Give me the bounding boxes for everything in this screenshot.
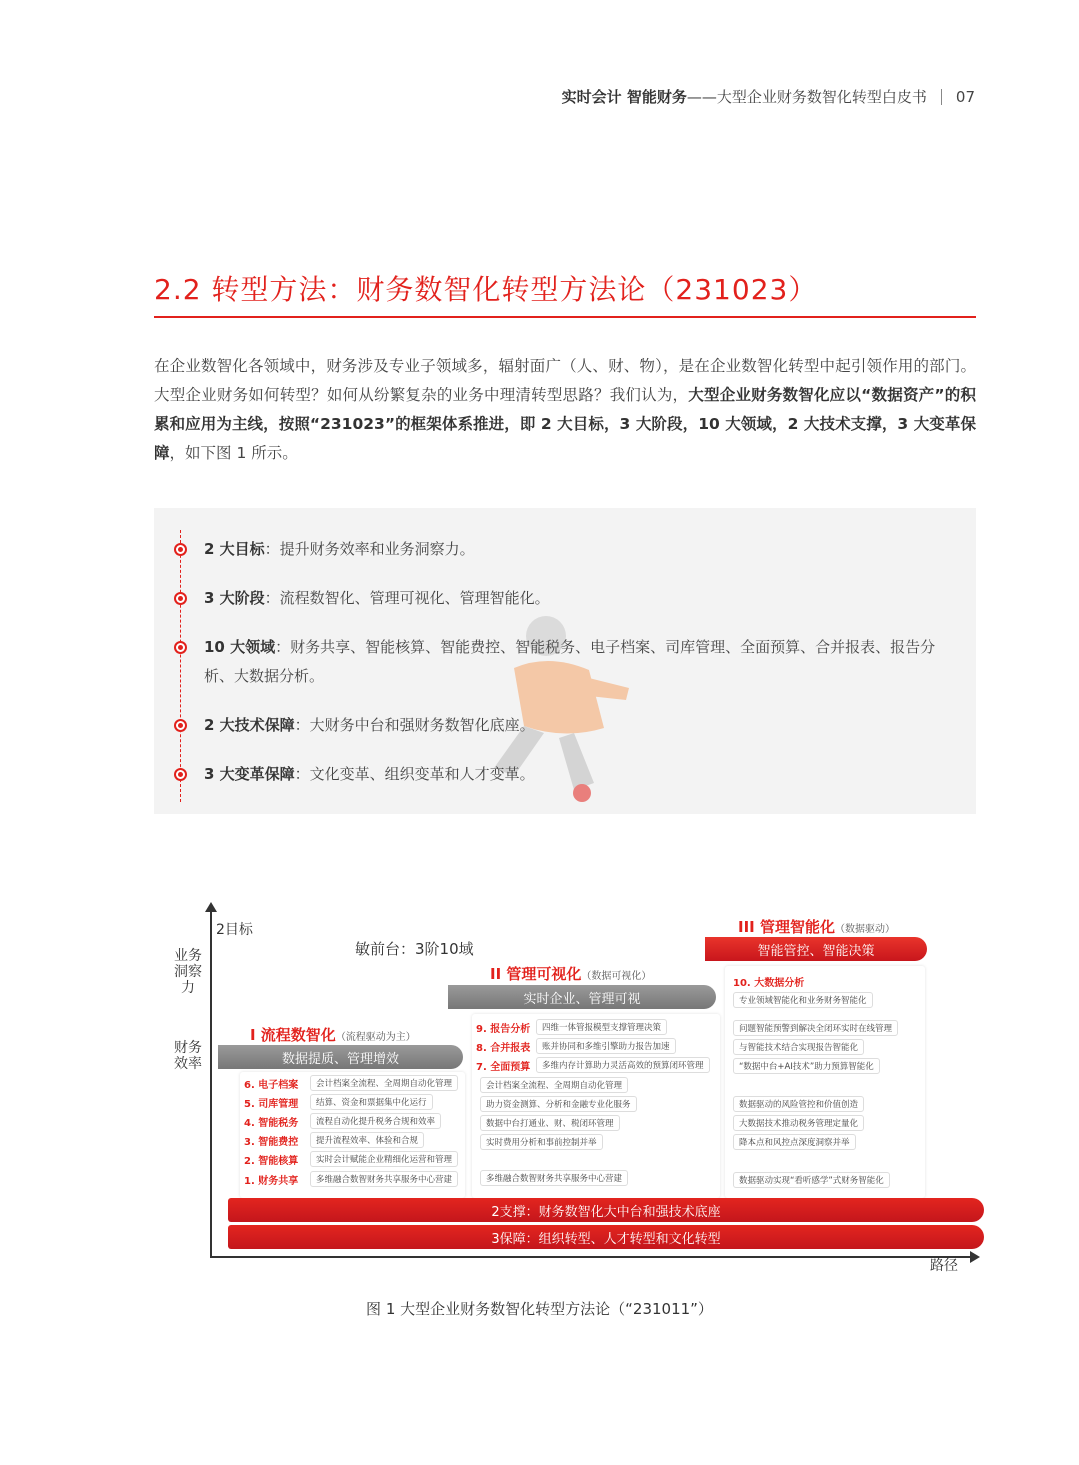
stage3-sub: （数据驱动）	[834, 924, 895, 935]
item-label: 2 大技术保障	[204, 716, 295, 734]
title-underline	[154, 316, 976, 318]
stage1-card	[240, 1072, 465, 1198]
item-text: ：文化变革、组织变革和人才变革。	[294, 765, 535, 783]
stage2-domain: 7. 全面预算	[476, 1061, 531, 1073]
stage1-domain: 4. 智能税务	[244, 1117, 299, 1129]
intro-text-2: ，如下图 1 所示。	[169, 444, 298, 462]
stage3-band: 智能管控、智能决策	[705, 937, 927, 961]
y-top-label: 2目标	[216, 922, 253, 938]
stage2-band: 实时企业、管理可视	[448, 985, 716, 1009]
diagram-headline: 敏前台：3阶10域	[355, 940, 474, 958]
stage1-desc: 流程自动化提升税务合规和效率	[310, 1113, 441, 1129]
stage3-desc: 数据驱动的风险管控和价值创造	[733, 1096, 864, 1112]
item-text: ：流程数智化、管理可视化、管理智能化。	[264, 589, 550, 607]
stage2-desc: 多维融合数智财务共享服务中心营建	[480, 1170, 628, 1186]
stage1-title	[250, 1024, 416, 1045]
y-axis	[210, 910, 212, 1258]
stage3-title-text: III 管理智能化	[738, 918, 835, 936]
stage3-desc: 与智能技术结合实现报告智能化	[733, 1039, 864, 1055]
y-label-insight: 业务 洞察力	[174, 948, 202, 996]
section-title: 2.2 转型方法：财务数智化转型方法论（231023）	[154, 273, 818, 306]
stage2-desc: 账并协同和多维引擎助力报告加速	[536, 1038, 676, 1054]
summary-item-stages	[204, 584, 964, 613]
stage2-domain: 8. 合并报表	[476, 1042, 531, 1054]
stage1-domain: 5. 司库管理	[244, 1098, 299, 1110]
bullet-dot	[174, 592, 187, 605]
intro-text-bold: 大型企业财务数智化应以“数据资产”的积累和应用为主线，按照“231023”的框架体系推进，即 2 大目标，3 大阶段，10 大领域，2 大技术支撑，3 大变革保障	[154, 386, 976, 462]
stage3-card	[725, 966, 925, 1198]
x-axis	[210, 1256, 972, 1258]
bullet-dot	[174, 641, 187, 654]
summary-item-goals	[204, 535, 964, 564]
stage2-desc: 实时费用分析和事前控制并举	[480, 1134, 603, 1150]
item-text: ：财务共享、智能核算、智能费控、智能税务、电子档案、司库管理、全面预算、合并报表、报告分析、大数据分析。	[204, 638, 936, 685]
stage2-title	[490, 963, 651, 984]
item-label: 3 大变革保障	[204, 765, 295, 783]
stage1-band: 数据提质、管理增效	[218, 1045, 463, 1069]
stage1-desc: 实时会计赋能企业精细化运营和管理	[310, 1151, 458, 1167]
stage2-card	[472, 1014, 720, 1198]
stage3-desc: 问题智能预警到解决全闭环实时在线管理	[733, 1020, 898, 1036]
summary-item-tech	[204, 711, 964, 740]
stage1-domain: 2. 智能核算	[244, 1155, 299, 1167]
figure-caption: 图 1 大型企业财务数智化转型方法论（“231011”）	[366, 1300, 713, 1318]
summary-box	[154, 508, 976, 814]
summary-item-domains	[204, 633, 964, 691]
item-text: ：提升财务效率和业务洞察力。	[264, 540, 475, 558]
stage1-desc: 会计档案全流程、全周期自动化管理	[310, 1075, 458, 1091]
stage1-domain: 6. 电子档案	[244, 1079, 299, 1091]
stage3-domain: 10. 大数据分析	[733, 977, 805, 989]
stage3-desc: 数据驱动实现“看听感学”式财务智能化	[733, 1172, 890, 1188]
intro-text-1: 在企业数智化各领域中，财务涉及专业子领域多，辐射面广（人、财、物），是在企业数智化转型中起引领作用的部门。大型企业财务如何转型？如何从纷繁复杂的业务中理清转型思路？我们认为，	[154, 357, 976, 404]
stage2-desc: 多维内存计算助力灵活高效的预算闭环管理	[536, 1057, 710, 1073]
bullet-dot	[174, 543, 187, 556]
header-title-rest: ——大型企业财务数智化转型白皮书	[686, 88, 927, 106]
bullet-dot	[174, 768, 187, 781]
header-title-bold: 实时会计 智能财务	[561, 88, 687, 106]
stage1-domain: 3. 智能费控	[244, 1136, 299, 1148]
y-label-efficiency: 财务 效率	[174, 1040, 202, 1072]
x-axis-label: 路径	[930, 1258, 958, 1274]
stage2-desc: 助力资金测算、分析和金融专业化服务	[480, 1096, 637, 1112]
item-label: 2 大目标	[204, 540, 265, 558]
support-bar: 2支撑：财务数智化大中台和强技术底座	[228, 1198, 984, 1222]
intro-paragraph	[154, 352, 976, 468]
stage2-desc: 会计档案全流程、全周期自动化管理	[480, 1077, 628, 1093]
stage1-desc: 多维融合数智财务共享服务中心营建	[310, 1171, 458, 1187]
item-label: 3 大阶段	[204, 589, 265, 607]
running-header	[562, 86, 975, 107]
stage3-title	[738, 916, 895, 937]
methodology-diagram	[160, 900, 990, 1280]
stage3-desc: 降本点和风控点深度洞察并举	[733, 1134, 856, 1150]
item-label: 10 大领域	[204, 638, 276, 656]
stage2-sub: （数据可视化）	[581, 971, 652, 982]
timeline-line	[180, 530, 181, 802]
bullet-dot	[174, 719, 187, 732]
summary-item-change	[204, 760, 964, 789]
stage1-desc: 提升流程效率、体验和合规	[310, 1132, 424, 1148]
stage1-desc: 结算、资金和票据集中化运行	[310, 1094, 433, 1110]
header-divider	[941, 89, 942, 105]
stage3-desc: 大数据技术推动税务管理定量化	[733, 1115, 864, 1131]
item-text: ：大财务中台和强财务数智化底座。	[294, 716, 535, 734]
stage2-desc: 数据中台打通业、财、税闭环管理	[480, 1115, 620, 1131]
stage2-title-text: II 管理可视化	[490, 965, 582, 983]
stage1-title-text: I 流程数智化	[250, 1026, 336, 1044]
stage1-sub: （流程驱动为主）	[335, 1032, 416, 1043]
stage2-domain: 9. 报告分析	[476, 1023, 531, 1035]
stage3-desc: 专业领域智能化和业务财务智能化	[733, 992, 873, 1008]
page-number: 07	[955, 87, 975, 106]
stage1-domain: 1. 财务共享	[244, 1175, 299, 1187]
stage2-desc: 四维一体管报模型支撑管理决策	[536, 1019, 667, 1035]
stage3-desc: “数据中台+AI技术”助力预算智能化	[733, 1058, 880, 1074]
guarantee-bar: 3保障：组织转型、人才转型和文化转型	[228, 1225, 984, 1249]
